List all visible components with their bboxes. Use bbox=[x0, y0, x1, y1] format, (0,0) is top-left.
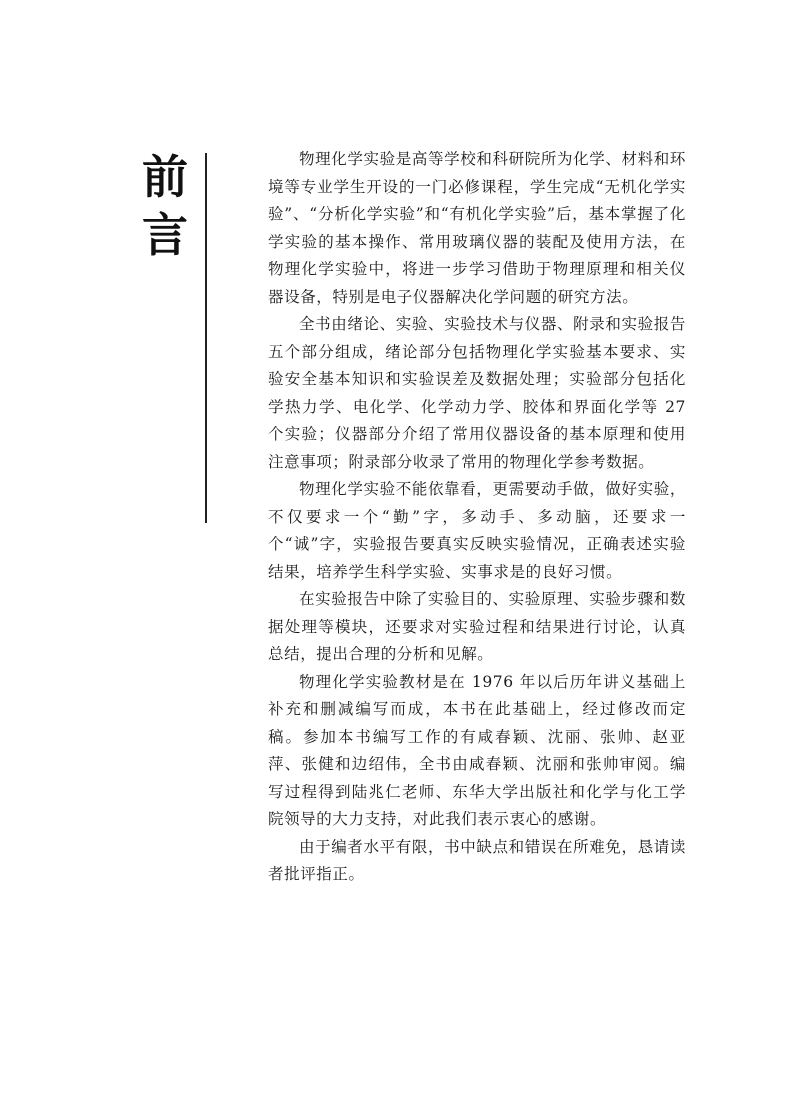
paragraph-2: 全书由绪论、实验、实验技术与仪器、附录和实验报告五个部分组成，绪论部分包括物理化学实验基本要求、实验安全基本知识和实验误差及数据处理；实验部分包括化学热力学、电化学、化学动力学、胶体和界面化学等 27 个实验；仪器部分介绍了常用仪器设备的基本原理和使用注意事项；附录部分收录了常用的物理化学参考数据。 bbox=[268, 315, 686, 471]
paragraph-1: 物理化学实验是高等学校和科研院所为化学、材料和环境等专业学生开设的一门必修课程，学生完成“无机化学实验”、“分析化学实验”和“有机化学实验”后，基本掌握了化学实验的基本操作、常用玻璃仪器的装配及使用方法，在物理化学实验中，将进一步学习借助于物理原理和相关仪器设备，特别是电子仪器解决化学问题的研究方法。 bbox=[268, 150, 686, 306]
paragraph-3: 物理化学实验不能依靠看，更需要动手做，做好实验，不仅要求一个“勤”字，多动手、多动脑，还要求一个“诚”字，实验报告要真实反映实验情况，正确表述实验结果，培养学生科学实验、实事求是的良好习惯。 bbox=[268, 480, 686, 581]
paragraph-5: 物理化学实验教材是在 1976 年以后历年讲义基础上补充和删减编写而成，本书在此基础上，经过修改而定稿。参加本书编写工作的有咸春颖、沈丽、张帅、赵亚萍、张健和边绍伟，全书由咸春颖、沈丽和张帅审阅。编写过程得到陆兆仁老师、东华大学出版社和化学与化工学院领导的大力支持，对此我们表示衷心的感谢。 bbox=[268, 672, 686, 828]
page-title bbox=[140, 148, 190, 264]
paragraph-6: 由于编者水平有限，书中缺点和错误在所难免，恳请读者批评指正。 bbox=[268, 837, 686, 883]
title-char-1: 前 bbox=[142, 150, 188, 204]
paragraph-4: 在实验报告中除了实验目的、实验原理、实验步骤和数据处理等模块，还要求对实验过程和结果进行讨论，认真总结，提出合理的分析和见解。 bbox=[268, 590, 686, 663]
preface-body bbox=[268, 146, 686, 889]
vertical-divider bbox=[205, 153, 207, 523]
title-char-2: 言 bbox=[142, 208, 188, 262]
